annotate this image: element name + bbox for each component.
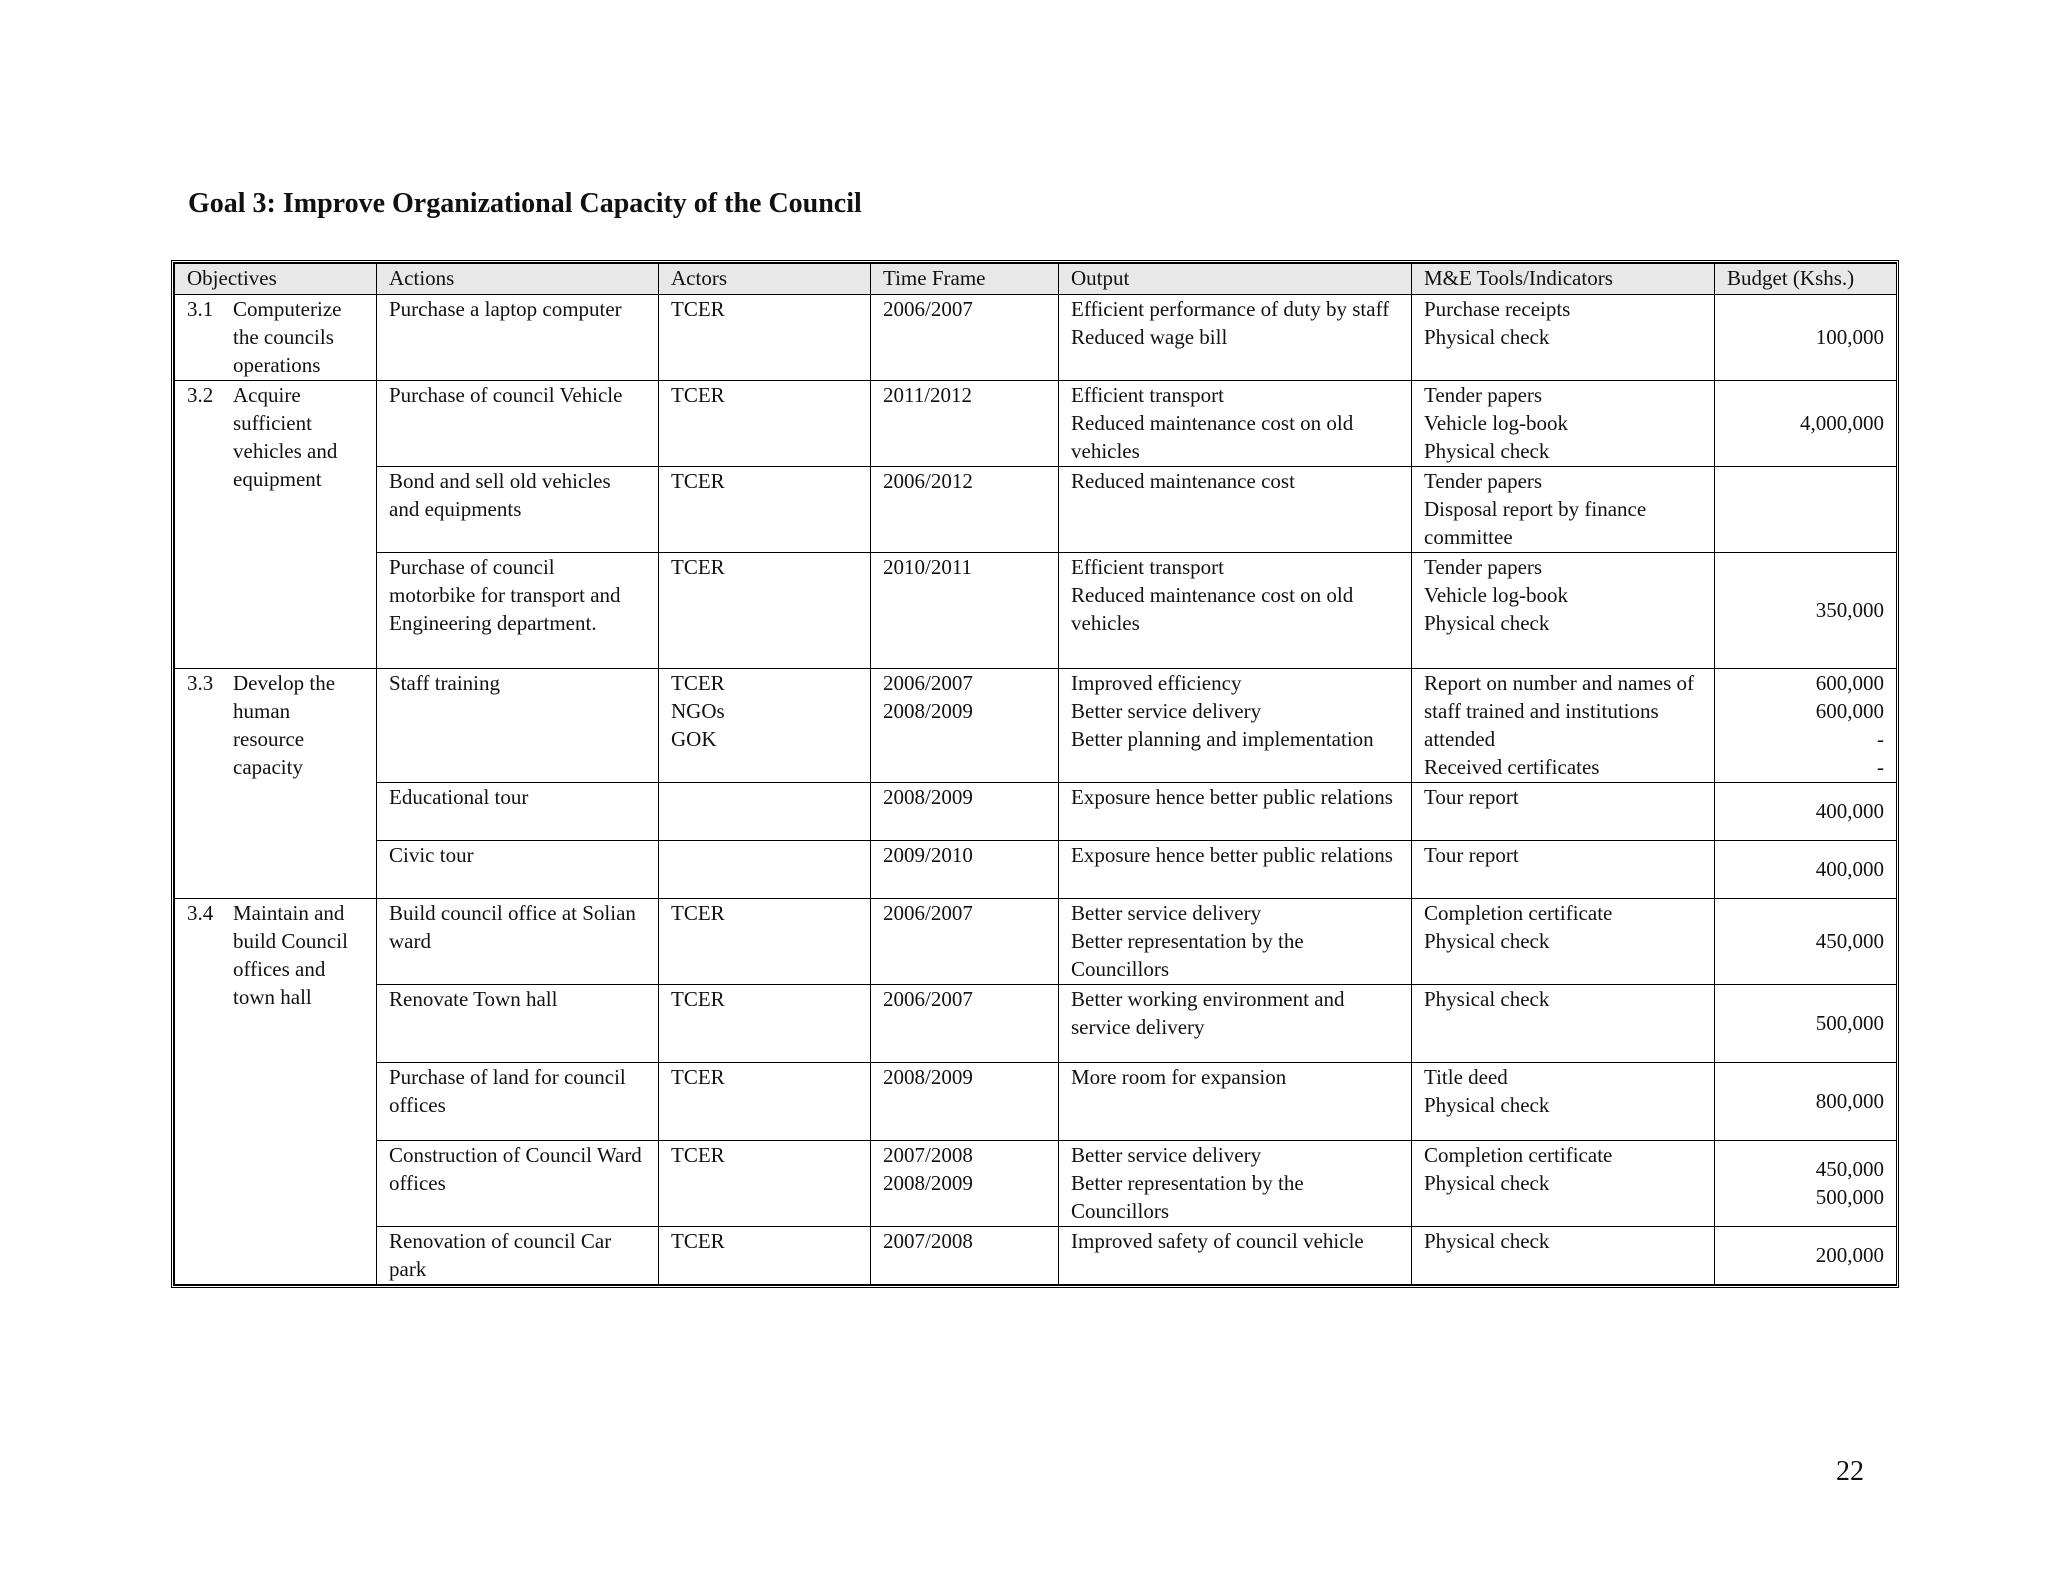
time-frame-text: 2009/2010	[883, 843, 973, 867]
output-text: Efficient transport	[1071, 383, 1224, 407]
output-cell	[1059, 669, 1412, 783]
tool-text: Physical check	[1424, 325, 1550, 349]
header-output: Output	[1059, 264, 1412, 295]
output-text: Efficient performance of duty by staff	[1071, 297, 1390, 321]
action-cell	[377, 467, 659, 553]
budget-value: 200,000	[1815, 1243, 1884, 1267]
time-frame-text: 2006/2012	[883, 469, 973, 493]
action-text: Purchase of council Vehicle	[389, 383, 623, 407]
actors-cell	[659, 1063, 871, 1141]
header-actors: Actors	[659, 264, 871, 295]
output-cell	[1059, 841, 1412, 899]
budget-cell	[1715, 1141, 1897, 1227]
output-cell	[1059, 985, 1412, 1063]
action-text: Purchase a laptop computer	[389, 297, 622, 321]
objective-number: 3.2	[187, 383, 214, 407]
budget-value: 100,000	[1815, 325, 1884, 349]
time-frame-cell	[871, 295, 1059, 381]
tools-cell	[1412, 467, 1715, 553]
actor-text: TCER	[671, 1143, 725, 1167]
actor-text: TCER	[671, 469, 725, 493]
output-text: Improved efficiency	[1071, 671, 1242, 695]
header-time-frame: Time Frame	[871, 264, 1059, 295]
actor-text: TCER	[671, 987, 725, 1011]
tools-cell	[1412, 899, 1715, 985]
tool-text: Physical check	[1424, 929, 1550, 953]
tool-text: Tender papers	[1424, 555, 1543, 579]
objective-cell	[175, 669, 377, 899]
budget-cell	[1715, 1227, 1897, 1285]
tools-cell	[1412, 295, 1715, 381]
header-tools: M&E Tools/Indicators	[1412, 264, 1715, 295]
tools-cell	[1412, 553, 1715, 669]
budget-cell	[1715, 467, 1897, 553]
objective-number: 3.1	[187, 297, 214, 321]
tool-text: Vehicle log-book	[1424, 583, 1569, 607]
tool-text: Tour report	[1424, 785, 1519, 809]
table-row	[175, 381, 1897, 467]
tool-text: Physical check	[1424, 1093, 1550, 1117]
table-row	[175, 985, 1897, 1063]
budget-value: 400,000	[1815, 799, 1884, 823]
output-text: Exposure hence better public relations	[1071, 843, 1393, 867]
actors-cell	[659, 295, 871, 381]
time-frame-text: 2007/2008	[883, 1229, 973, 1253]
time-frame-cell	[871, 783, 1059, 841]
time-frame-text: 2010/2011	[883, 555, 973, 579]
actors-cell	[659, 553, 871, 669]
time-frame-cell	[871, 899, 1059, 985]
budget-cell	[1715, 295, 1897, 381]
time-frame-cell	[871, 1227, 1059, 1285]
objective-cell	[175, 295, 377, 381]
budget-cell	[1715, 1063, 1897, 1141]
action-cell	[377, 1141, 659, 1227]
budget-value: 400,000	[1815, 857, 1884, 881]
output-text: Better working environment and service delivery	[1071, 987, 1345, 1039]
budget-cell	[1715, 899, 1897, 985]
output-cell	[1059, 381, 1412, 467]
actor-text: TCER	[671, 383, 725, 407]
output-text: Better service delivery	[1071, 901, 1262, 925]
budget-value: 500,000	[1815, 1011, 1884, 1035]
header-budget: Budget (Kshs.)	[1715, 264, 1897, 295]
action-cell	[377, 1227, 659, 1285]
action-cell	[377, 783, 659, 841]
time-frame-text: 2008/2009	[883, 1171, 973, 1195]
output-cell	[1059, 783, 1412, 841]
tools-cell	[1412, 1227, 1715, 1285]
tools-cell	[1412, 669, 1715, 783]
output-cell	[1059, 467, 1412, 553]
actors-cell	[659, 381, 871, 467]
goal-table-frame	[171, 260, 1899, 1288]
tool-text: Physical check	[1424, 987, 1550, 1011]
budget-value: 600,000	[1815, 699, 1884, 723]
time-frame-cell	[871, 985, 1059, 1063]
action-cell	[377, 1063, 659, 1141]
time-frame-cell	[871, 467, 1059, 553]
actor-text: TCER	[671, 555, 725, 579]
action-cell	[377, 899, 659, 985]
output-cell	[1059, 295, 1412, 381]
output-text: More room for expansion	[1071, 1065, 1287, 1089]
tool-text: Completion certificate	[1424, 1143, 1613, 1167]
tool-text: Purchase receipts	[1424, 297, 1571, 321]
output-text: Better representation by the Councillors	[1071, 1171, 1304, 1223]
tools-cell	[1412, 783, 1715, 841]
time-frame-text: 2006/2007	[883, 671, 973, 695]
objective-number: 3.3	[187, 671, 214, 695]
objective-cell	[175, 381, 377, 669]
action-cell	[377, 669, 659, 783]
page-title: Goal 3: Improve Organizational Capacity of the Council	[188, 188, 862, 219]
tool-text: Report on number and names of staff trained and institutions attended	[1424, 671, 1695, 751]
time-frame-text: 2008/2009	[883, 785, 973, 809]
budget-value: -	[1877, 727, 1884, 751]
table-header-row	[175, 264, 1897, 295]
tool-text: Title deed	[1424, 1065, 1508, 1089]
time-frame-text: 2006/2007	[883, 901, 973, 925]
actors-cell	[659, 985, 871, 1063]
budget-cell	[1715, 553, 1897, 669]
budget-cell	[1715, 985, 1897, 1063]
objective-number: 3.4	[187, 901, 214, 925]
output-text: Better service delivery	[1071, 1143, 1262, 1167]
header-actions: Actions	[377, 264, 659, 295]
actors-cell	[659, 1227, 871, 1285]
action-text: Renovation of council Car park	[389, 1229, 612, 1281]
budget-value: 4,000,000	[1800, 411, 1884, 435]
budget-cell	[1715, 381, 1897, 467]
tool-text: Physical check	[1424, 611, 1550, 635]
time-frame-cell	[871, 1141, 1059, 1227]
tool-text: Physical check	[1424, 1171, 1550, 1195]
tool-text: Completion certificate	[1424, 901, 1613, 925]
action-text: Renovate Town hall	[389, 987, 558, 1011]
output-text: Efficient transport	[1071, 555, 1224, 579]
table-row	[175, 669, 1897, 783]
actor-text: TCER	[671, 1229, 725, 1253]
tools-cell	[1412, 381, 1715, 467]
table-row	[175, 467, 1897, 553]
tools-cell	[1412, 1063, 1715, 1141]
table-body	[175, 295, 1897, 1285]
table-row	[175, 1063, 1897, 1141]
table-row	[175, 1227, 1897, 1285]
table-row	[175, 841, 1897, 899]
tool-text: Physical check	[1424, 1229, 1550, 1253]
action-cell	[377, 553, 659, 669]
table-row	[175, 553, 1897, 669]
output-cell	[1059, 1227, 1412, 1285]
actor-text: TCER	[671, 1065, 725, 1089]
page-number: 22	[1836, 1456, 1864, 1487]
action-cell	[377, 295, 659, 381]
budget-value: 350,000	[1815, 598, 1884, 622]
actors-cell	[659, 841, 871, 899]
output-text: Better planning and implementation	[1071, 727, 1374, 751]
actor-text: TCER	[671, 671, 725, 695]
actor-text: TCER	[671, 901, 725, 925]
action-text: Staff training	[389, 671, 501, 695]
output-text: Exposure hence better public relations	[1071, 785, 1393, 809]
time-frame-text: 2007/2008	[883, 1143, 973, 1167]
time-frame-cell	[871, 841, 1059, 899]
budget-value: -	[1877, 755, 1884, 779]
action-cell	[377, 985, 659, 1063]
table-row	[175, 899, 1897, 985]
action-text: Purchase of land for council offices	[389, 1065, 626, 1117]
time-frame-text: 2011/2012	[883, 383, 973, 407]
time-frame-cell	[871, 1063, 1059, 1141]
actors-cell	[659, 899, 871, 985]
budget-value: 600,000	[1815, 671, 1884, 695]
output-cell	[1059, 1141, 1412, 1227]
objective-text: Maintain and build Council offices and town hall	[233, 901, 348, 1009]
actor-text: TCER	[671, 297, 725, 321]
budget-value: 500,000	[1815, 1185, 1884, 1209]
output-text: Reduced maintenance cost	[1071, 469, 1295, 493]
output-cell	[1059, 899, 1412, 985]
tools-cell	[1412, 841, 1715, 899]
time-frame-cell	[871, 553, 1059, 669]
output-text: Reduced maintenance cost on old vehicles	[1071, 583, 1354, 635]
time-frame-text: 2008/2009	[883, 1065, 973, 1089]
header-objectives: Objectives	[175, 264, 377, 295]
action-text: Build council office at Solian ward	[389, 901, 636, 953]
objective-text: Develop the human resource capacity	[233, 671, 336, 779]
time-frame-cell	[871, 669, 1059, 783]
actor-text: GOK	[671, 727, 717, 751]
tool-text: Physical check	[1424, 439, 1550, 463]
budget-value: 800,000	[1815, 1089, 1884, 1113]
output-text: Better service delivery	[1071, 699, 1262, 723]
output-text: Reduced maintenance cost on old vehicles	[1071, 411, 1354, 463]
output-text: Better representation by the Councillors	[1071, 929, 1304, 981]
output-text: Improved safety of council vehicle	[1071, 1229, 1364, 1253]
budget-value: 450,000	[1815, 1157, 1884, 1181]
actor-text: NGOs	[671, 699, 725, 723]
time-frame-cell	[871, 381, 1059, 467]
time-frame-text: 2006/2007	[883, 987, 973, 1011]
action-text: Bond and sell old vehicles and equipments	[389, 469, 611, 521]
budget-value: 450,000	[1815, 929, 1884, 953]
time-frame-text: 2006/2007	[883, 297, 973, 321]
actors-cell	[659, 1141, 871, 1227]
objective-text: Acquire sufficient vehicles and equipment	[233, 383, 338, 491]
output-text: Reduced wage bill	[1071, 325, 1228, 349]
table-row	[175, 783, 1897, 841]
table-row	[175, 1141, 1897, 1227]
tool-text: Tour report	[1424, 843, 1519, 867]
budget-cell	[1715, 841, 1897, 899]
action-cell	[377, 841, 659, 899]
goal-table	[174, 263, 1897, 1285]
budget-cell	[1715, 669, 1897, 783]
budget-cell	[1715, 783, 1897, 841]
action-cell	[377, 381, 659, 467]
tool-text: Vehicle log-book	[1424, 411, 1569, 435]
actors-cell	[659, 783, 871, 841]
output-cell	[1059, 1063, 1412, 1141]
actors-cell	[659, 467, 871, 553]
actors-cell	[659, 669, 871, 783]
table-row	[175, 295, 1897, 381]
tools-cell	[1412, 1141, 1715, 1227]
tool-text: Disposal report by finance committee	[1424, 497, 1647, 549]
output-cell	[1059, 553, 1412, 669]
tool-text: Received certificates	[1424, 755, 1600, 779]
action-text: Purchase of council motorbike for transport and Engineering department.	[389, 555, 621, 635]
action-text: Construction of Council Ward offices	[389, 1143, 642, 1195]
time-frame-text: 2008/2009	[883, 699, 973, 723]
objective-text: Computerize the councils operations	[233, 297, 342, 377]
action-text: Civic tour	[389, 843, 474, 867]
action-text: Educational tour	[389, 785, 529, 809]
tool-text: Tender papers	[1424, 383, 1543, 407]
tools-cell	[1412, 985, 1715, 1063]
objective-cell	[175, 899, 377, 1285]
tool-text: Tender papers	[1424, 469, 1543, 493]
